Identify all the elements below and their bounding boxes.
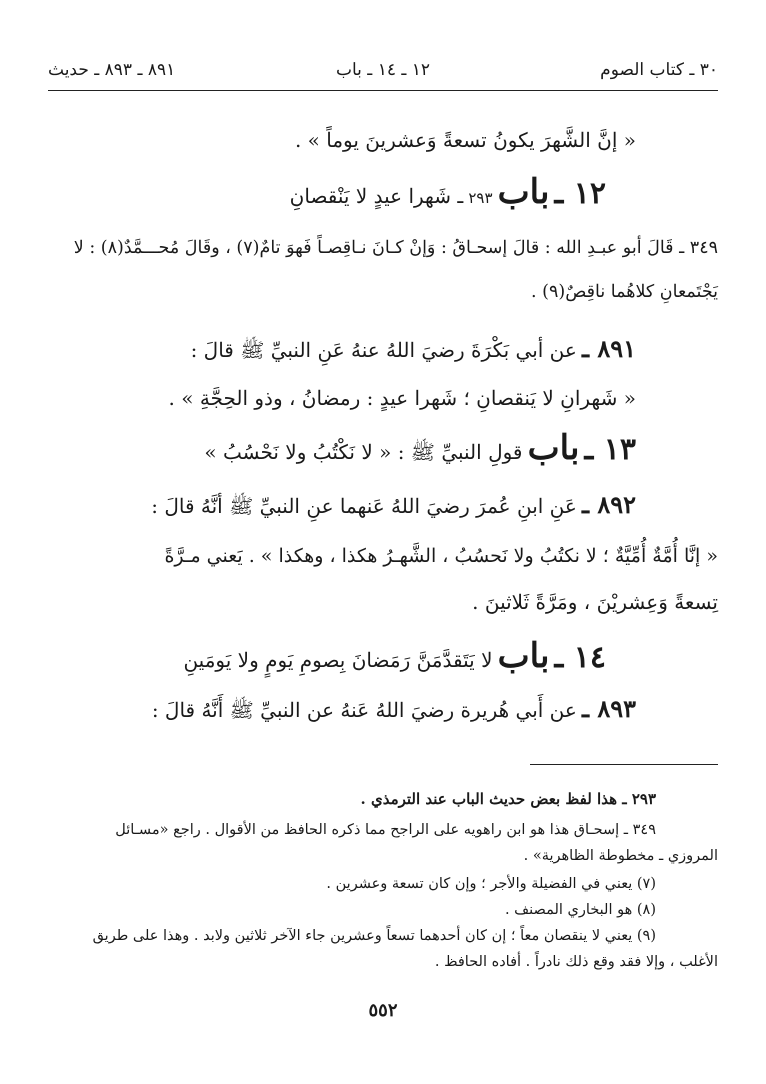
continuation-text: « إنَّ الشَّهرَ يكونُ تسعةً وَعشرينَ يوماً » . <box>294 128 636 152</box>
chapter-title: ـ شَهرا عيدٍ لا يَنْقصانِ <box>289 184 464 208</box>
header-rule <box>48 90 718 91</box>
hadith-892-text-line1: « إنَّا أُمَّةٌ أُمِّيَّةٌ ؛ لا نكتُبُ ولا نَحسُبُ ، الشَّهـرُ هكذا ، وهكذا » . يَعني مـرَّةً <box>164 545 718 567</box>
hadith-891-text: « شَهرانِ لا يَنقصانِ ؛ شَهرا عيدٍ : رمضانُ ، وذو الحِجَّةِ » . <box>168 386 636 410</box>
chapter-title: قولِ النبيِّ ﷺ : « لا نَكْتُبُ ولا نَحْسُبُ » <box>204 440 523 464</box>
header-hadith-range: ٨٩١ ـ ٨٩٣ ـ حديث <box>48 60 176 80</box>
hadith-isnad: عن أَبي هُريرة رضيَ اللهُ عَنهُ عن النبيِّ ﷺ أَنَّهُ قالَ : <box>151 698 577 722</box>
running-header <box>48 60 718 88</box>
hadith-number: ٨٩٣ ـ <box>581 694 636 723</box>
hadith-891-intro <box>191 334 636 367</box>
chapter-heading-14 <box>183 636 606 686</box>
header-chapter-range: ١٢ ـ ١٤ ـ باب <box>335 60 431 80</box>
hadith-number: ٨٩١ ـ <box>581 334 636 363</box>
hadith-893-intro <box>152 694 636 727</box>
footnote-9-line2: الأغلب ، وإلا فقد وقع ذلك نادراً . أفاده الحافظ . <box>434 954 718 970</box>
hadith-isnad: عن أبي بَكْرَةَ رضيَ اللهُ عنهُ عَنِ النبيِّ ﷺ قالَ : <box>190 338 577 362</box>
hadith-892-intro <box>151 490 636 523</box>
footnote-8: (٨) هو البخاري المصنف . <box>504 902 656 918</box>
hadith-number: ٨٩٢ ـ <box>581 490 636 519</box>
chapter-heading-12 <box>290 172 606 222</box>
chapter-number: ١٤ ـ <box>554 640 606 675</box>
hadith-892-text-line2: تِسعةً وَعِشريْنَ ، ومَرَّةً ثَلاثينَ . <box>472 590 718 614</box>
chapter-heading-13 <box>204 428 636 478</box>
page-number: ٥٥٢ <box>368 1000 398 1021</box>
chapter-number: ١٢ ـ <box>554 176 606 211</box>
footnote-349-line1: ٣٤٩ ـ إسحـاق هذا هو ابن راهويه على الراجح مما ذكره الحافظ من الأقوال . راجع «مسـائل <box>115 822 656 838</box>
footnote-7: (٧) يعني في الفضيلة والأجر ؛ وإن كان تسعة وعشرين . <box>326 876 656 892</box>
note-349-line1: ٣٤٩ ـ قَالَ أبو عبـدِ الله : قالَ إسحـاقُ : وَإنْ كـانَ نـاقِصـاً فَهوَ تامٌ(٧) ، وقَالَ مُحـــمَّدٌ(٨) : لا <box>73 238 718 258</box>
chapter-ref-number: ٢٩٣ <box>468 189 493 207</box>
note-349-line2: يَجْتَمعانِ كلاهُما ناقِصٌ(٩) . <box>531 282 718 302</box>
footnote-349-line2: المروزي ـ مخطوطة الظاهرية» . <box>523 848 718 864</box>
footnote-9-line1: (٩) يعني لا ينقصان معاً ؛ إن كان أحدهما تسعاً وعشرين جاء الآخر ثلاثين ولابد . وهذا على طريق <box>92 928 656 944</box>
chapter-word: باب <box>497 636 550 676</box>
chapter-title: لا يَتَقدَّمَنَّ رَمَضانَ بِصومِ يَومٍ ولا يَومَينِ <box>183 648 493 672</box>
footnote-rule <box>530 764 718 765</box>
hadith-isnad: عَنِ ابنِ عُمرَ رضيَ اللهُ عَنهما عنِ النبيِّ ﷺ أنَّهُ قالَ : <box>151 494 577 518</box>
chapter-word: باب <box>527 428 580 468</box>
header-book-title: ٣٠ ـ كتاب الصوم <box>600 60 718 80</box>
chapter-word: باب <box>497 172 550 212</box>
footnote-293: ٢٩٣ ـ هذا لفظ بعض حديث الباب عند الترمذي . <box>360 790 656 808</box>
chapter-number: ١٣ ـ <box>584 432 636 467</box>
